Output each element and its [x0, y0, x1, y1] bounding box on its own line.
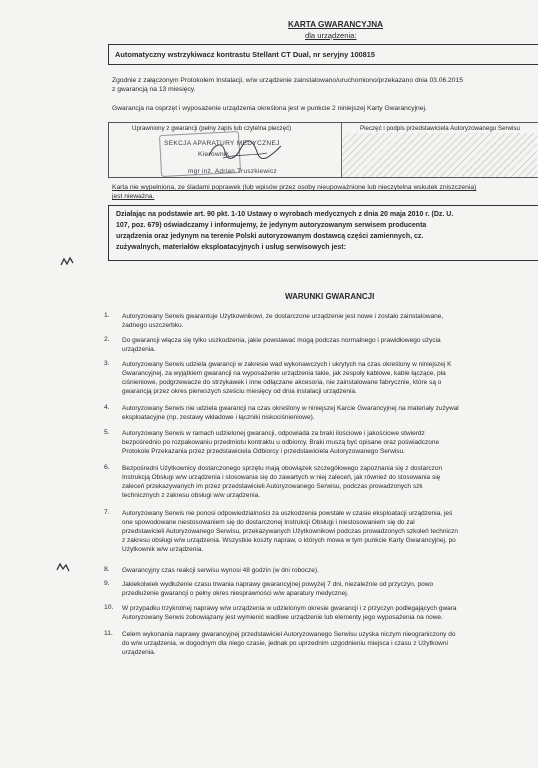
condition-number: 9.: [104, 580, 110, 587]
condition-text-line: eksploatacyjne (np. zestawy wkładowe i łączniki niskociśnieniowe).: [122, 414, 315, 421]
condition-text-line: z zakresu obsługi w/w urządzenia. Wszystkie koszty napraw, o których mowa w tym punkcie Karty Gwarancyjnej, po: [122, 537, 456, 544]
condition-text-line: do w/w urządzenia, w dogodnym dla niego czasie, jednak po uprzednim uzgodnieniu miejsca i czasu z Użytkowni: [122, 640, 448, 647]
condition-text-line: przedłużenie gwarancji o pełny okres niesprawności w/w aparatury medycznej.: [122, 590, 349, 597]
condition-number: 6.: [104, 464, 110, 471]
condition-text-line: Użytkownik w/w urządzenia.: [122, 546, 204, 553]
condition-number: 2.: [104, 336, 110, 343]
condition-text-line: Jakiekolwiek wydłużenie czasu trwania naprawy gwarancyjnej powyżej 7 dni, niezależnie od przyczyn, powo: [122, 581, 434, 588]
condition-text-line: Bezpośredni Użytkownicy dostarczonego sprzętu mają obowiązek szczegółowego zapoznania się z dostarczon: [122, 465, 443, 472]
condition-text-line: ciśnieniowe, podgrzewacze do strzykawek i inne odłączane akcesoria, nie zainstalowane fabrycznie, które są o: [122, 379, 442, 386]
condition-text-line: zaleceń przekazywanych im przez przedstawicieli Autoryzowanego Serwisu, podczas prowadzonych szk: [122, 483, 423, 490]
condition-number: 4.: [104, 404, 110, 411]
condition-text-line: Autoryzowany Serwis nie udziela gwarancji na czas określony w niniejszej Karcie Gwarancyjnej na materiały zużywal: [122, 405, 459, 412]
condition-text-line: one spowodowane niestosowaniem się do dostarczonej Instrukcji Obsługi i niestosowaniem się do zal: [122, 519, 415, 526]
condition-text-line: W przypadku trzykrotnej naprawy w/w urządzenia w udzielonym okresie gwarancji i z przyczyn podlegających gwara: [122, 605, 457, 612]
signature-left-label: Uprawniony z gwarancji (pełny zapis lub czytelna pieczęć): [132, 125, 292, 132]
condition-number: 1.: [104, 312, 110, 319]
condition-text-line: Autoryzowany Serwis w ramach udzielonej gwarancji, odpowiada za braki ilościowe i jakościowe stwierdz: [122, 430, 425, 437]
signature-right-label: Pieczęć i podpis przedstawiciela Autoryzowanego Serwisu: [360, 125, 520, 132]
condition-text-line: technicznych z zakresu obsługi w/w urządzenia.: [122, 492, 261, 499]
condition-text-line: gwarancją przez okres pierwszych sześciu miesięcy od dnia instalacji urządzenia.: [122, 388, 357, 395]
condition-text-line: Gwarancyjny czas reakcji serwisu wynosi 48 godzin (w dni robocze).: [122, 567, 319, 574]
condition-text-line: przedstawicieli Autoryzowanego Serwisu, przekazywanych Użytkownikowi podczas prowadzonych szkoleń techniczn: [122, 528, 458, 535]
condition-number: 11.: [104, 630, 113, 637]
validity-note-line-1: Karta nie wypełniona, ze śladami poprawek (lub wpisów przez osoby nieupoważnione lub nieczytelna wskutek zniszczenia): [112, 184, 477, 191]
legal-line-1: Działając na podstawie art. 90 pkt. 1-10 Ustawy o wyrobach medycznych z dnia 20 maja 2010 r. (Dz. U.: [116, 211, 454, 218]
handwritten-signature: [205, 138, 285, 164]
scope-note: Gwarancja na osprzęt i wyposażenie urządzenia określona jest w punkcie 2 niniejszej Karty Gwarancyjnej.: [112, 105, 427, 112]
condition-number: 7.: [104, 509, 110, 516]
scan-mark: [60, 256, 74, 268]
condition-text-line: urządzenia.: [122, 346, 156, 353]
condition-text-line: Autoryzowany Serwis nie ponosi odpowiedzialności za uszkodzenia powstałe w czasie eksploatacji urządzenia, jeś: [122, 510, 453, 517]
condition-text-line: Celem wykonania naprawy gwarancyjnej przedstawiciel Autoryzowanego Serwisu uzyska niczym nieograniczony do: [122, 631, 456, 638]
scan-mark: [56, 562, 70, 574]
condition-number: 3.: [104, 360, 110, 367]
document-subtitle: dla urządzenia:: [305, 31, 357, 40]
intro-line-2: z gwarancją na 13 miesięcy.: [112, 86, 196, 93]
condition-text-line: urządzenia.: [122, 649, 156, 656]
legal-line-2: 107, poz. 679) oświadczamy i informujemy, że jedynym autoryzowanym serwisem producenta: [116, 222, 427, 229]
condition-number: 10.: [104, 604, 114, 611]
stamp-name: mgr inż. Adrian Truszkiewicz: [188, 168, 278, 175]
condition-text-line: Instrukcją Obsługi w/w urządzenia i stosowania się do zawartych w niej zaleceń, jak również do stosowania się: [122, 474, 441, 481]
legal-line-3: urządzenia oraz jedynym na terenie Polski autoryzowanym dostawcą części zamiennych, cz.: [116, 233, 424, 240]
legal-line-4: zużywalnych, materiałów eksploatacyjnych i usług serwisowych jest:: [116, 244, 346, 251]
condition-text-line: Autoryzowany Serwis udziela gwarancji w zakresie wad wykonawczych i ukrytych na czas określony w niniejszej K: [122, 361, 452, 368]
condition-text-line: Protokole Przekazania przez przedstawiciela Odbiorcy i przedstawiciela Autoryzowanego Serwisu.: [122, 448, 405, 455]
device-name: Automatyczny wstrzykiwacz kontrastu Stellant CT Dual, nr seryjny 100815: [115, 50, 375, 59]
validity-note-line-2: jest nieważna.: [112, 193, 155, 200]
condition-text-line: żadnego uszczerbku.: [122, 322, 184, 329]
device-box: [108, 44, 538, 65]
condition-text-line: Autoryzowany Serwis zobowiązany jest wymienić wadliwe urządzenie lub elementy jego wyposażenia na nowe.: [122, 614, 443, 621]
stamp-line-1: SEKCJA APARATURY MEDYCZNEJ: [164, 140, 280, 147]
condition-text-line: Do gwarancji włącza się tylko uszkodzenia, jakie powstawać mogą podczas normalnego i prawidłowego użycia: [122, 337, 441, 344]
intro-line-1: Zgodnie z załączonym Protokołem Instalacji, w/w urządzenie zainstalowano/uruchomiono/przekazano dnia 03.06.2015: [112, 77, 463, 84]
condition-text-line: Gwarancyjnej, za wyjątkiem gwarancji na wyposażenie urządzenia takie, jak zespoły kablowe, kable łączące, pła: [122, 370, 446, 377]
condition-text-line: bezpośrednio po rozpakowaniu przedmiotu kontraktu u odbiorcy. Braki muszą być opisane oraz poświadczone: [122, 439, 440, 446]
stamp-line-2: Kierownik: [198, 151, 230, 158]
hatched-area: [342, 133, 537, 177]
condition-number: 5.: [104, 429, 110, 436]
document-title: KARTA GWARANCYJNA: [288, 20, 384, 29]
condition-text-line: Autoryzowany Serwis gwarantuje Użytkownikowi, że dostarczone urządzenie jest nowe i zostało zainstalowane,: [122, 313, 444, 320]
conditions-title: WARUNKI GWARANCJI: [285, 292, 375, 301]
condition-number: 8.: [104, 566, 110, 573]
